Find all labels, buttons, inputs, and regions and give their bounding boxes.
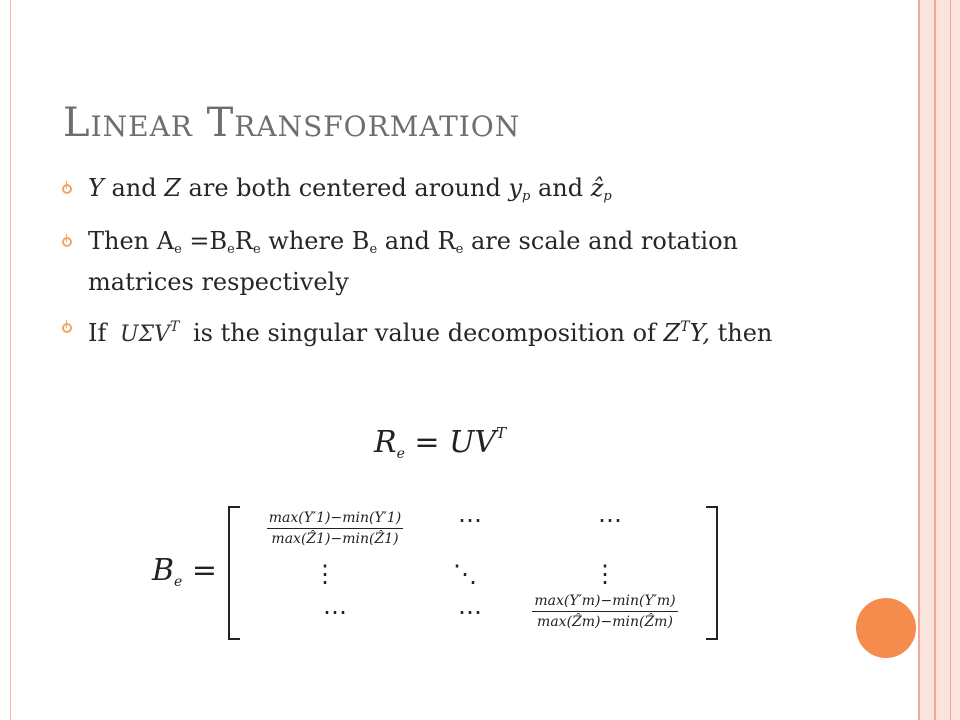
bullet-text-decomposition: Then $A_e =B_eR_e$ where $B_e$ and $R_e$ are scale and rotation matrices respectively	[88, 227, 738, 296]
fraction	[532, 593, 677, 630]
fraction-numerator: max(Y′m)−min(Y′m)	[532, 593, 677, 612]
slide-frame-right-band	[918, 0, 960, 720]
fraction-denominator: max(Ẑ1)−min(Ẑ1)	[271, 531, 399, 547]
fraction	[267, 510, 404, 547]
circle-bullet-icon	[62, 184, 72, 194]
bullet-text-centered: Y and Z are both centered around $y_p$ and ẑ$_p$	[88, 174, 612, 204]
matrix-cell-mid-left: ⋮	[313, 560, 337, 588]
orange-circle-icon	[856, 598, 916, 658]
matrix-cell-bot-mid: ⋯	[458, 598, 482, 626]
bullet-text-svd: If $U\Sigma V^T$ is the singular value decomposition of $Z^TY$, then	[88, 319, 773, 347]
matrix-cell-mid-right: ⋮	[593, 560, 617, 588]
circle-bullet-icon	[62, 323, 72, 333]
bullet-item	[56, 311, 776, 351]
formula-r-e: $R_e = UV^T$	[374, 424, 507, 462]
matrix-cell-bot-right	[505, 593, 705, 630]
slide-frame-left	[10, 0, 11, 720]
fraction-numerator: max(Y′1)−min(Y′1)	[267, 510, 404, 529]
matrix-left-bracket	[228, 506, 240, 640]
bullet-item	[56, 172, 776, 213]
slide-title: Linear Transformation	[63, 100, 521, 146]
slide-frame-right-line	[950, 0, 951, 720]
matrix-cell-top-left	[240, 510, 430, 547]
slide-frame-right-line	[918, 0, 920, 720]
fraction-denominator: max(Ẑm)−min(Ẑm)	[537, 614, 673, 630]
matrix-right-bracket	[706, 506, 718, 640]
matrix-cell-top-mid: ⋯	[458, 506, 482, 534]
circle-bullet-icon	[62, 237, 72, 247]
bullet-list	[56, 172, 776, 363]
slide-frame-right-line	[934, 0, 936, 720]
matrix-cell-top-right: ⋯	[598, 506, 622, 534]
formula-b-e-label: $B_e$ =	[152, 553, 218, 590]
matrix-cell-bot-left: ⋯	[323, 598, 347, 626]
bullet-item	[56, 225, 776, 299]
matrix-cell-mid-mid: ⋱	[453, 560, 477, 588]
